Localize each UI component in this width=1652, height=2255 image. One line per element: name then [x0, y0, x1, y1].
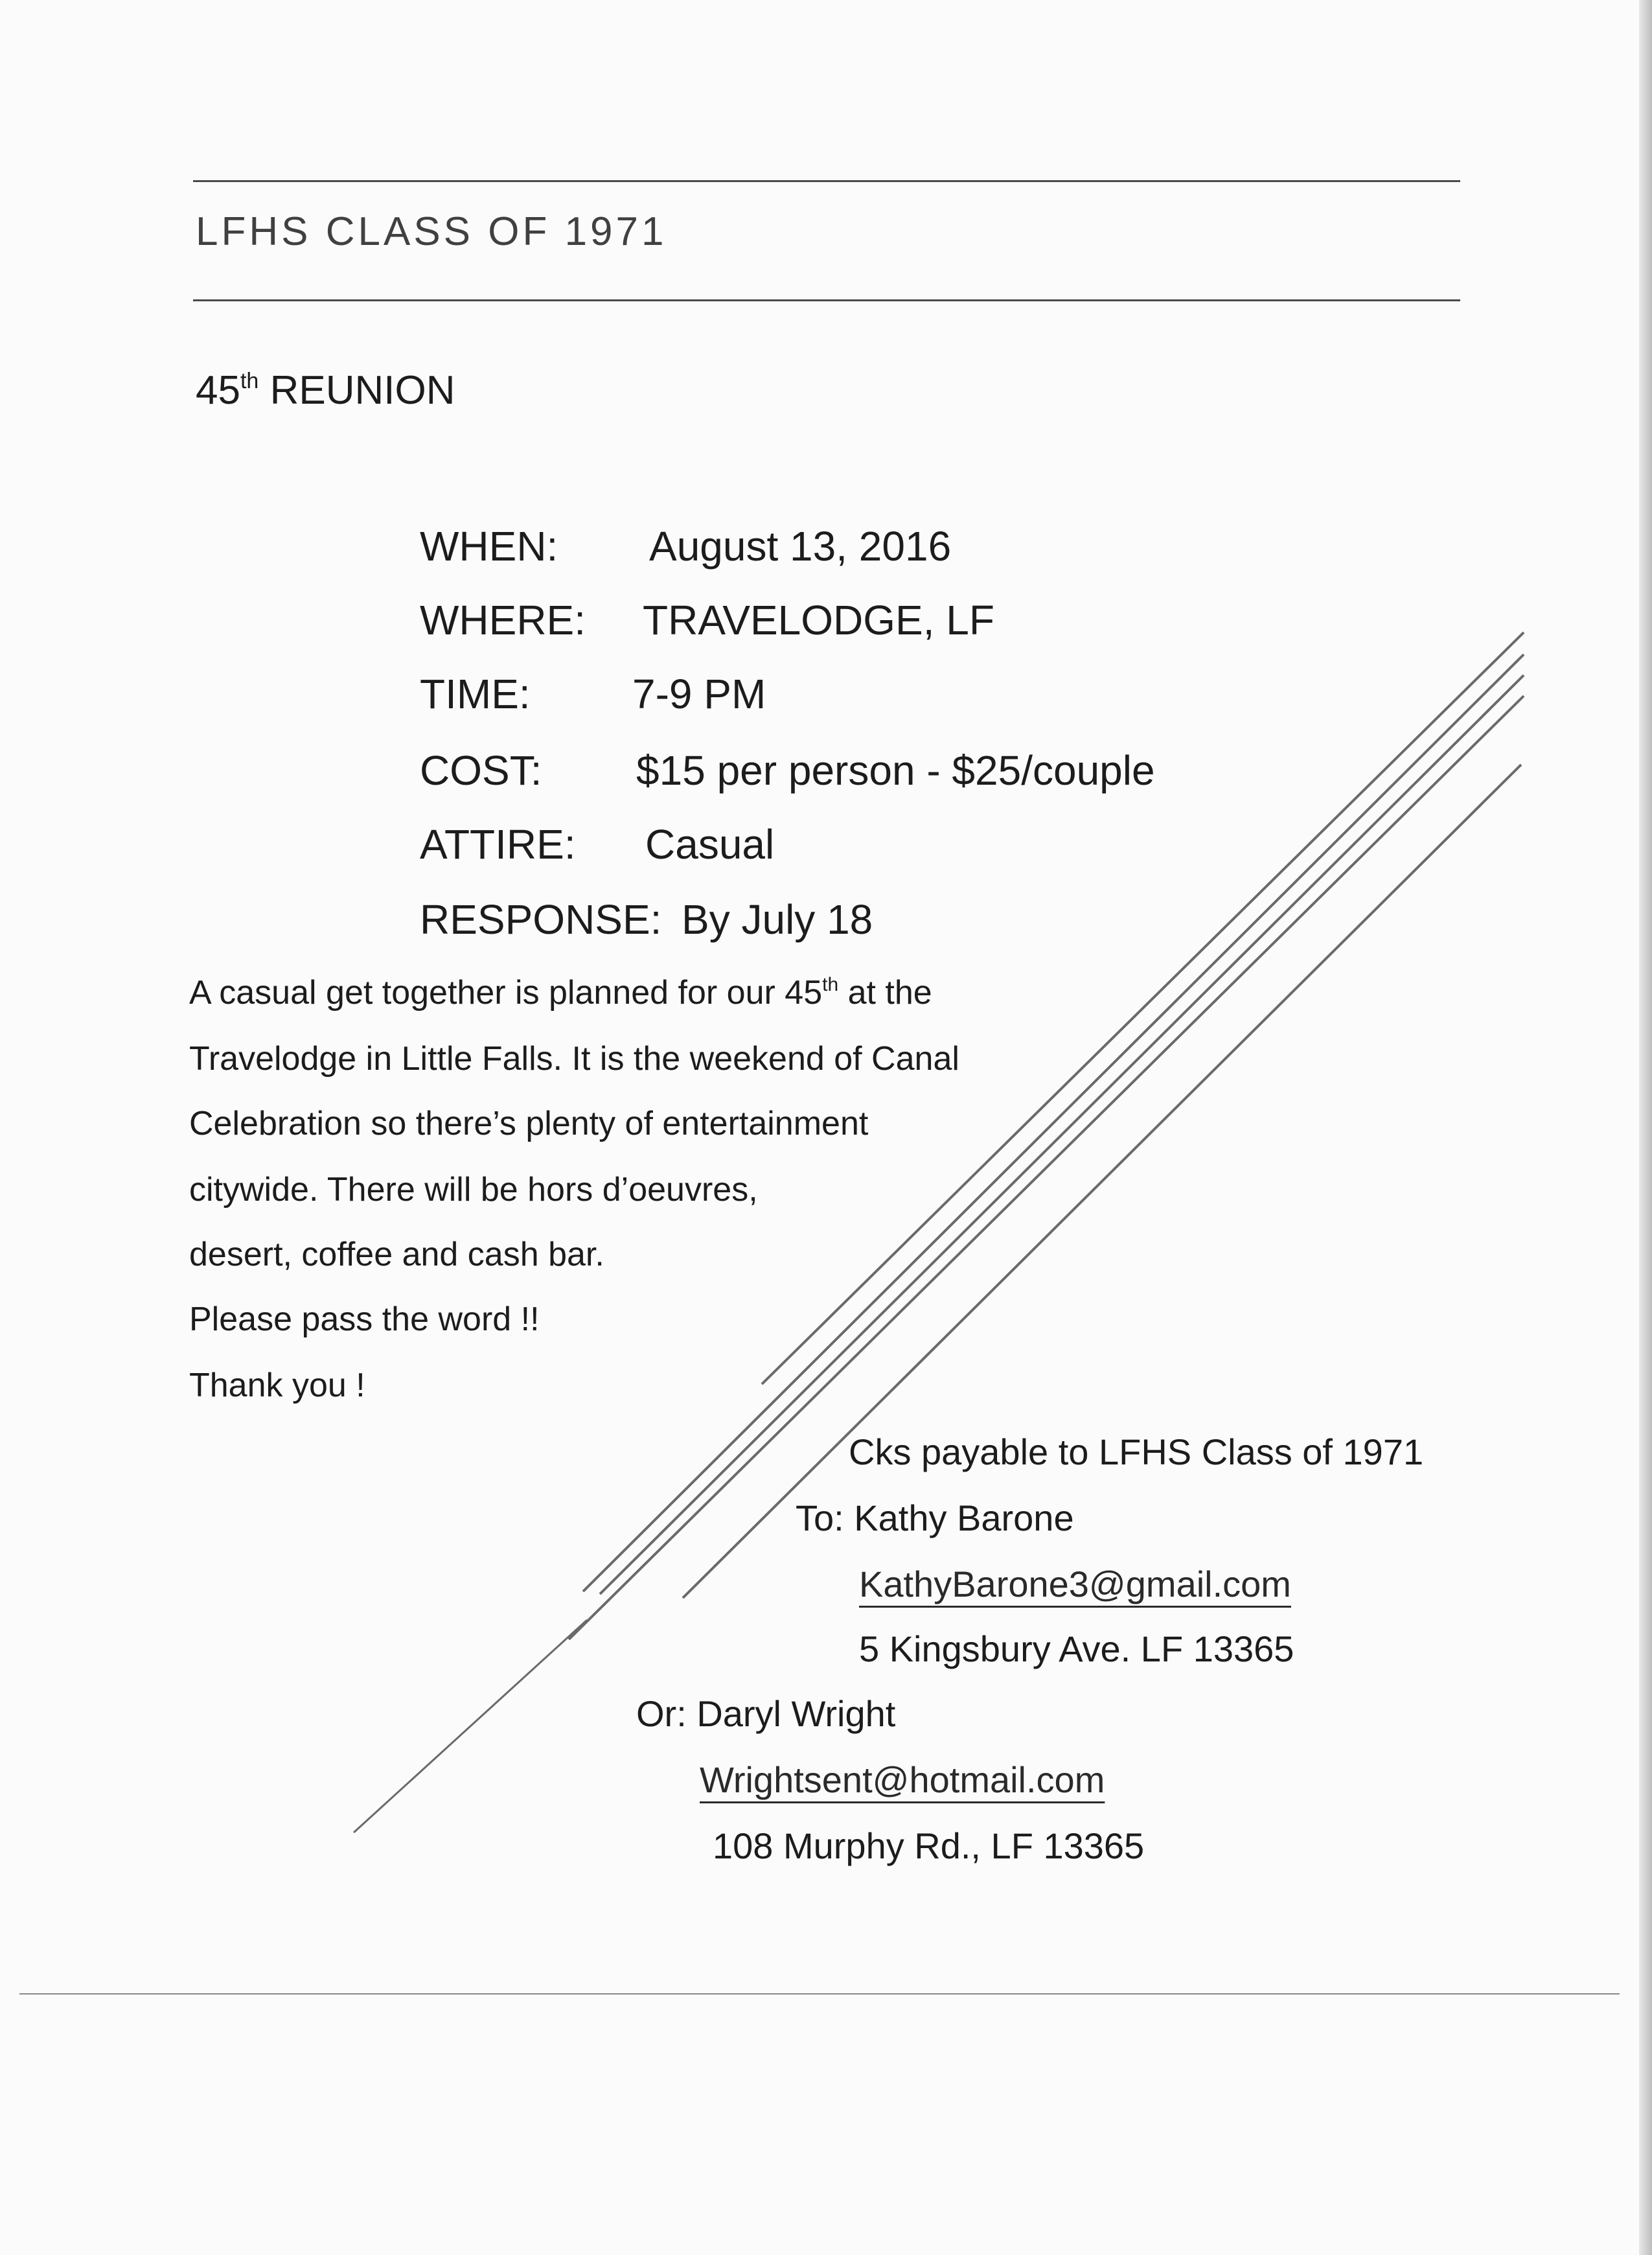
body-line-7: Thank you !: [189, 1367, 365, 1404]
time-value: 7-9 PM: [632, 671, 766, 717]
response-label: RESPONSE:: [420, 896, 662, 943]
class-title: LFHS CLASS OF 1971: [196, 209, 667, 254]
checks-payable: Cks payable to LFHS Class of 1971: [849, 1431, 1424, 1472]
cost-value: $15 per person - $25/couple: [636, 747, 1155, 794]
body-line-2: Travelodge in Little Falls. It is the weekend of Canal: [189, 1040, 959, 1078]
reunion-number: 45: [196, 368, 240, 413]
diagonal-line: [354, 1620, 587, 1833]
scan-edge-shadow: [1639, 0, 1652, 2255]
diagonal-line: [569, 696, 1524, 1639]
diagonal-line: [762, 632, 1524, 1384]
contact2-email-link[interactable]: Wrightsent@hotmail.com: [700, 1759, 1105, 1800]
body-line-1-tail: at the: [838, 974, 932, 1012]
reunion-label: REUNION: [270, 368, 455, 413]
diagonal-line: [583, 654, 1524, 1591]
contact1-email-link[interactable]: KathyBarone3@gmail.com: [859, 1564, 1291, 1604]
cost-label: COST:: [420, 747, 542, 794]
body-line-6: Please pass the word !!: [189, 1301, 540, 1338]
contact2-address: 108 Murphy Rd., LF 13365: [713, 1825, 1145, 1866]
attire-value: Casual: [645, 821, 775, 868]
body-line-4: citywide. There will be hors d’oeuvres,: [189, 1171, 758, 1208]
bottom-rule: [19, 1993, 1620, 1995]
contact1-address: 5 Kingsbury Ave. LF 13365: [859, 1628, 1294, 1669]
response-value: By July 18: [682, 896, 873, 943]
where-value: TRAVELODGE, LF: [643, 597, 994, 643]
body-line-3: Celebration so there’s plenty of entertainment: [189, 1105, 869, 1142]
diagonal-line: [600, 675, 1524, 1594]
reunion-suffix: th: [240, 369, 259, 393]
time-label: TIME:: [420, 671, 531, 717]
when-value: August 13, 2016: [649, 523, 952, 570]
body-line-1-sup: th: [822, 974, 839, 995]
body-line-5: desert, coffee and cash bar.: [189, 1236, 604, 1273]
when-label: WHEN:: [420, 523, 558, 570]
body-line-1-text: A casual get together is planned for our 45: [189, 974, 823, 1012]
diagonal-line: [683, 765, 1521, 1598]
to-contact-name: To: Kathy Barone: [796, 1498, 1074, 1538]
where-label: WHERE:: [420, 597, 586, 643]
or-contact-name: Or: Daryl Wright: [636, 1693, 896, 1734]
attire-label: ATTIRE:: [420, 821, 576, 868]
